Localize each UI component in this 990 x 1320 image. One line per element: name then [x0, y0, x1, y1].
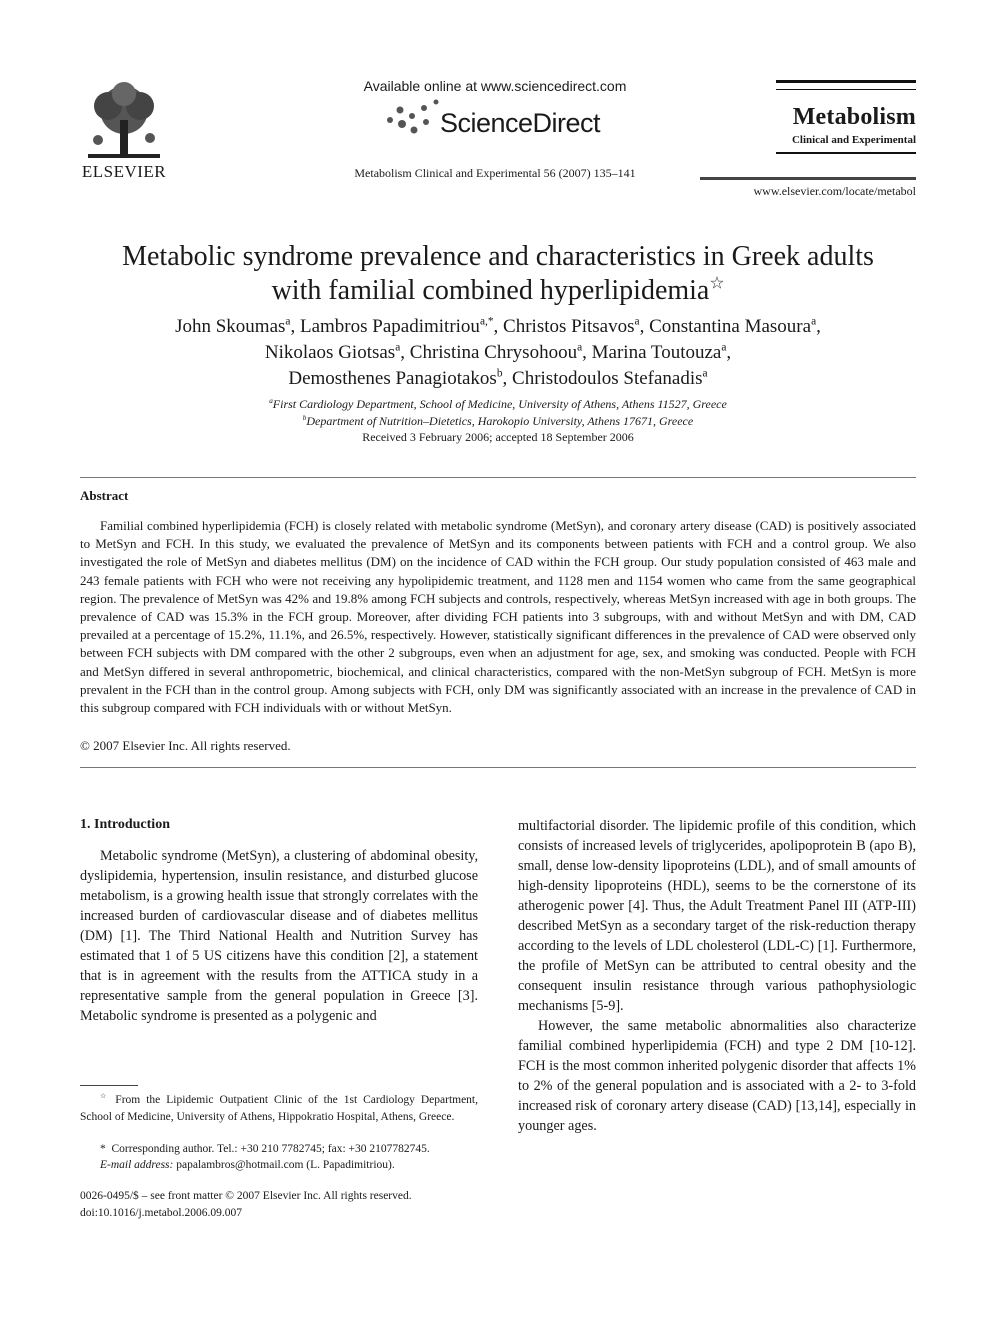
footnote-corr-mark: * — [100, 1143, 106, 1155]
intro-paragraph-1: Metabolic syndrome (MetSyn), a clustering of abdominal obesity, dyslipidemia, hypertension, insulin resistance, and disturbed glucose metabolism, is a growing health issue that strongly correlates with the increased burden of cardiovascular disease and of diabetes mellitus (DM) [1]. The Third National Health and Nutrition Survey has estimated that 1 of 5 US citizens have this condition [2], a statement that is in agreement with the results from the ATTICA study in a representative sample from the general population in Greece [3]. Metabolic syndrome is presented as a polygenic and — [80, 848, 478, 1024]
author-affiliation-mark[interactable]: a — [702, 367, 708, 380]
affiliation-text: Department of Nutrition–Dietetics, Harokopio University, Athens 17671, Greece — [306, 414, 694, 428]
author-affiliation-mark[interactable]: a — [721, 341, 727, 354]
available-online-text[interactable]: Available online at www.sciencedirect.com — [363, 78, 627, 94]
affiliation-mark: b — [302, 414, 307, 422]
author-name[interactable]: Lambros Papadimitriou — [299, 316, 480, 337]
article-identifiers — [80, 1188, 412, 1221]
author-separator: , — [400, 342, 410, 363]
author-separator: , — [502, 368, 513, 389]
footnote-corr-text: Corresponding author. Tel.: +30 210 7782745; fax: +30 2107782745. — [111, 1143, 430, 1155]
author-name[interactable]: Christos Pitsavos — [503, 316, 635, 337]
issn-line: 0026-0495/$ – see front matter © 2007 Elsevier Inc. All rights reserved. — [80, 1190, 412, 1202]
footnote-star-mark: ☆ — [100, 1093, 110, 1101]
intro-paragraph-1-continued: multifactorial disorder. The lipidemic profile of this condition, which consists of increased levels of triglycerides, apolipoprotein B (apo B), small, dense low-density lipoproteins (LDL), and of small amounts of high-density lipoproteins (HDL), seems to be the cornerstone of its atherogenic power [4]. Thus, the Adult Treatment Panel III (ATP-III) described MetSyn as a secondary target of the risk-reduction therapy according to the levels of LDL cholesterol (LDL-C) [1]. Furthermore, the profile of MetSyn can be attributed to central obesity and the consequent insulin resistance through various pathophysiologic mechanisms [5-9]. — [518, 818, 916, 1014]
footnote-email — [80, 1157, 478, 1174]
author-name[interactable]: Christodoulos Stefanadis — [512, 368, 703, 389]
author-affiliation-mark[interactable]: b — [496, 367, 503, 380]
author-affiliation-mark[interactable]: a — [634, 315, 640, 328]
footnote-star — [80, 1092, 478, 1125]
email-label: E-mail address: — [100, 1159, 174, 1171]
abstract-bottom-rule — [80, 767, 916, 768]
journal-url-rule — [700, 177, 916, 180]
author-affiliation-mark[interactable]: a,* — [479, 315, 494, 328]
sciencedirect-wordmark: ScienceDirect — [440, 108, 601, 138]
journal-citation: Metabolism Clinical and Experimental 56 (2007) 135–141 — [354, 166, 636, 180]
footnote-star-text: From the Lipidemic Outpatient Clinic of the 1st Cardiology Department, School of Medicine, University of Athens, Hippokratio Hospital, Athens, Greece. — [80, 1094, 479, 1123]
doi-link[interactable]: doi:10.1016/j.metabol.2006.09.007 — [80, 1206, 242, 1219]
abstract-top-rule — [80, 477, 916, 478]
author-affiliation-mark[interactable]: a — [577, 341, 583, 354]
intro-paragraph-2: However, the same metabolic abnormalities also characterize familial combined hyperlipidemia (FCH) and type 2 DM [10-12]. FCH is the most common inherited polygenic disorder that affects 1% to 2% of the general population and is associated with a 2- to 3-fold increased risk of coronary artery disease (CAD) [13,14], especially in younger ages. — [518, 1018, 916, 1134]
author-affiliation-mark[interactable]: a — [811, 315, 817, 328]
journal-masthead-rule — [776, 80, 916, 90]
footnote-rule — [80, 1085, 138, 1086]
author-separator: , — [290, 316, 300, 337]
journal-title: Metabolism — [792, 104, 916, 130]
article-title — [80, 240, 916, 308]
journal-subtitle: Clinical and Experimental — [791, 134, 916, 146]
affiliation-mark: a — [269, 397, 273, 405]
author-list — [80, 314, 916, 392]
section-heading-introduction: 1. Introduction — [80, 817, 170, 832]
article-title-line1: Metabolic syndrome prevalence and characteristics in Greek adults — [122, 241, 874, 272]
affiliation-text: First Cardiology Department, School of Medicine, University of Athens, Athens 11527, Greece — [272, 397, 727, 411]
author-separator: , — [493, 316, 504, 337]
author-affiliation-mark[interactable]: a — [285, 315, 291, 328]
author-separator: , — [816, 316, 821, 337]
journal-masthead-rule-bottom — [776, 152, 916, 158]
author-affiliation-mark[interactable]: a — [395, 341, 401, 354]
author-name[interactable]: Demosthenes Panagiotakos — [288, 368, 497, 389]
author-name[interactable]: Constantina Masoura — [649, 316, 812, 337]
title-footnote-mark[interactable]: ☆ — [709, 273, 725, 293]
received-dates: Received 3 February 2006; accepted 18 September 2006 — [362, 430, 634, 444]
author-separator: , — [582, 342, 592, 363]
author-name[interactable]: John Skoumas — [175, 316, 286, 337]
abstract-copyright: © 2007 Elsevier Inc. All rights reserved. — [80, 738, 291, 753]
abstract-text: Familial combined hyperlipidemia (FCH) is closely related with metabolic syndrome (MetSyn), and coronary artery disease (CAD) is positively associated to MetSyn and FCH. In this study, we evaluated the prevalence of MetSyn and its components between patients with FCH and a control group. We also investigated the role of MetSyn and diabetes mellitus (DM) on the incidence of CAD within the FCH group. Our study population consisted of 463 male and 243 female patients with FCH who were not receiving any hypolipidemic treatment, and 1128 men and 1154 women who came from the same geographical region. The prevalence of MetSyn was 42% and 19.8% among FCH subjects and controls, respectively, whereas MetSyn increased with age in both groups. The prevalence of CAD was 15.3% in the FCH group. Moreover, after dividing FCH patients into 3 subgroups, with and without MetSyn and with DM, CAD prevailed at a percentage of 15.2%, 11.1%, and 26.5%, respectively. However, statistically significant differences in the prevalence of CAD were observed only between FCH subjects with DM compared with the other 2 subgroups, even when an adjustment for age, sex, and smoking was conducted. People with FCH and MetSyn differed in several anthropometric, biochemical, and clinical characteristics, compared with the non-MetSyn subgroup of FCH. MetSyn is more prevalent in the FCH than in the control group. Among subjects with FCH, only DM was significantly associated with an increase in the prevalence of CAD in this subgroup compared with FCH individuals with or without MetSyn. — [80, 518, 916, 716]
email-address-link[interactable]: papalambros@hotmail.com (L. Papadimitriou). — [176, 1159, 395, 1171]
author-name[interactable]: Nikolaos Giotsas — [264, 342, 396, 363]
abstract-heading: Abstract — [80, 488, 129, 503]
publisher-name: ELSEVIER — [81, 162, 167, 181]
article-title-line2: with familial combined hyperlipidemia — [271, 275, 710, 306]
right-column — [518, 816, 916, 1136]
author-name[interactable]: Marina Toutouza — [591, 342, 722, 363]
footnote-corresponding — [80, 1141, 478, 1158]
author-name[interactable]: Christina Chrysohoou — [409, 342, 578, 363]
affiliation-list — [80, 396, 916, 430]
journal-url-link[interactable]: www.elsevier.com/locate/metabol — [753, 184, 916, 198]
author-separator: , — [639, 316, 650, 337]
author-separator: , — [726, 342, 732, 363]
